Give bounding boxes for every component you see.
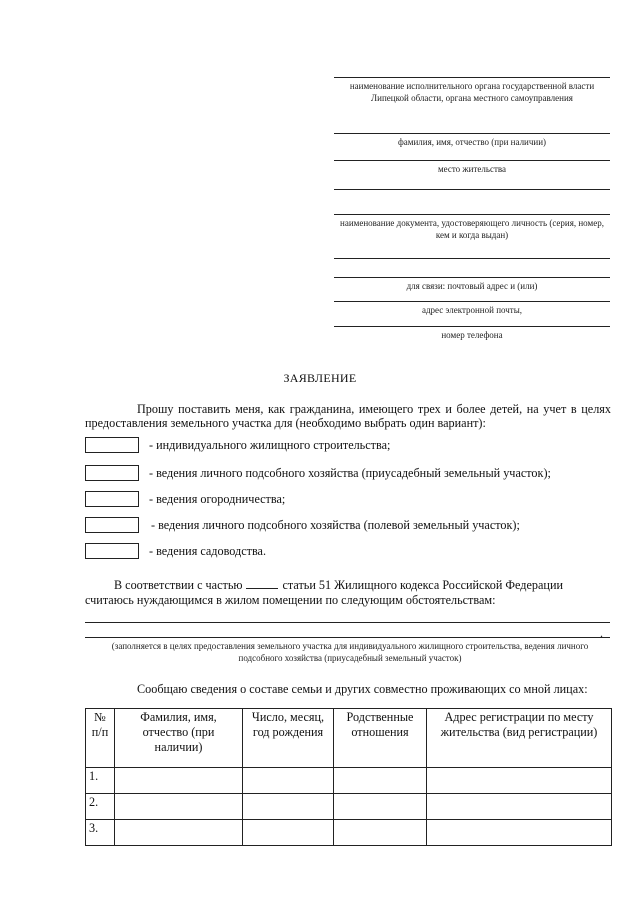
option-checkbox-3[interactable] xyxy=(85,491,139,507)
option-label-2: - ведения личного подсобного хозяйства (приусадебный земельный участок); xyxy=(149,466,551,480)
family-intro xyxy=(85,682,611,696)
family-table xyxy=(85,708,612,846)
cell-birthdate[interactable] xyxy=(243,820,334,846)
circumstances-line-1[interactable] xyxy=(85,622,610,623)
cell-address[interactable] xyxy=(427,820,612,846)
intro-paragraph xyxy=(85,402,611,430)
basis-caption: (заполняется в целях предоставления земельного участка для индивидуального жилищного строительства, ведения личного подсобного хозяйства (приусадебный земельный участок) xyxy=(111,641,589,663)
option-label-5: - ведения садоводства. xyxy=(149,544,267,558)
header-birthdate: Число, месяц, год рождения xyxy=(243,709,334,768)
organ-caption: наименование исполнительного органа государственной власти Липецкой области, органа местного самоуправления xyxy=(349,81,595,103)
option-checkbox-2[interactable] xyxy=(85,465,139,481)
option-checkbox-1[interactable] xyxy=(85,437,139,453)
table-row xyxy=(86,820,612,846)
residence-caption: место жительства xyxy=(437,164,507,174)
basis-line2: считаюсь нуждающимся в жилом помещении по следующим обстоятельствам: xyxy=(85,593,496,607)
article-part-field[interactable] xyxy=(246,577,278,589)
fio-line[interactable] xyxy=(334,133,610,134)
document-title: ЗАЯВЛЕНИЕ xyxy=(283,371,357,385)
cell-fio[interactable] xyxy=(115,794,243,820)
organ-line[interactable] xyxy=(334,77,610,78)
email-caption: адрес электронной почты, xyxy=(421,305,523,315)
intro-text: Прошу поставить меня, как гражданина, имеющего трех и более детей, на учет в целях предоставления земельного участка для (необходимо выбрать один вариант): xyxy=(85,402,611,430)
header-fio: Фамилия, имя, отчество (при наличии) xyxy=(115,709,243,768)
basis-part1: В соответствии с частью xyxy=(114,578,243,592)
table-row xyxy=(86,794,612,820)
circumstances-line-2[interactable] xyxy=(85,637,610,638)
header-relation: Родственные отношения xyxy=(334,709,427,768)
residence-line-2[interactable] xyxy=(334,189,610,190)
document-line[interactable] xyxy=(334,214,610,215)
cell-relation[interactable] xyxy=(334,794,427,820)
row-number: 3. xyxy=(86,820,115,846)
table-header-row xyxy=(86,709,612,768)
fio-caption: фамилия, имя, отчество (при наличии) xyxy=(397,137,547,147)
header-address: Адрес регистрации по месту жительства (вид регистрации) xyxy=(427,709,612,768)
cell-relation[interactable] xyxy=(334,768,427,794)
contact-caption: для связи: почтовый адрес и (или) xyxy=(406,281,538,291)
residence-line[interactable] xyxy=(334,160,610,161)
phone-caption: номер телефона xyxy=(441,330,503,340)
row-number: 1. xyxy=(86,768,115,794)
cell-fio[interactable] xyxy=(115,820,243,846)
cell-birthdate[interactable] xyxy=(243,768,334,794)
option-checkbox-4[interactable] xyxy=(85,517,139,533)
cell-birthdate[interactable] xyxy=(243,794,334,820)
cell-relation[interactable] xyxy=(334,820,427,846)
basis-paragraph xyxy=(114,577,611,592)
end-dot: . xyxy=(600,626,603,640)
cell-fio[interactable] xyxy=(115,768,243,794)
option-checkbox-5[interactable] xyxy=(85,543,139,559)
email-line[interactable] xyxy=(334,301,610,302)
header-number: № п/п xyxy=(86,709,115,768)
document-line-2[interactable] xyxy=(334,258,610,259)
cell-address[interactable] xyxy=(427,768,612,794)
option-label-1: - индивидуального жилищного строительства; xyxy=(149,438,391,452)
option-label-4: - ведения личного подсобного хозяйства (полевой земельный участок); xyxy=(151,518,520,532)
row-number: 2. xyxy=(86,794,115,820)
table-row xyxy=(86,768,612,794)
basis-part2: статьи 51 Жилищного кодекса Российской Федерации xyxy=(282,578,563,592)
contact-line[interactable] xyxy=(334,277,610,278)
family-intro-text: Сообщаю сведения о составе семьи и других совместно проживающих со мной лицах: xyxy=(137,682,588,696)
option-label-3: - ведения огородничества; xyxy=(149,492,286,506)
cell-address[interactable] xyxy=(427,794,612,820)
phone-line[interactable] xyxy=(334,326,610,327)
document-caption: наименование документа, удостоверяющего личность (серия, номер, кем и когда выдан) xyxy=(340,218,604,240)
